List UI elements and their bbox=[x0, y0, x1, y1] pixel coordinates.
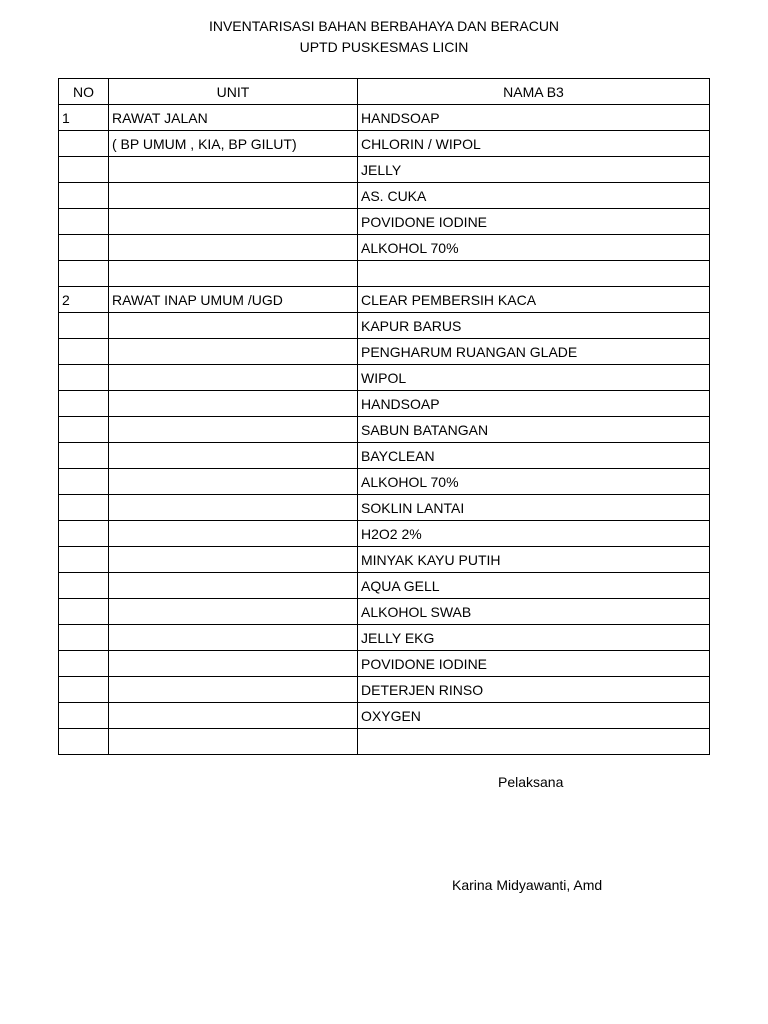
cell-unit: RAWAT INAP UMUM /UGD bbox=[109, 287, 358, 313]
cell-no bbox=[59, 729, 109, 755]
table-row bbox=[59, 417, 710, 443]
table-row bbox=[59, 703, 710, 729]
cell-unit bbox=[109, 157, 358, 183]
table-row bbox=[59, 625, 710, 651]
cell-nama-b3: PENGHARUM RUANGAN GLADE bbox=[358, 339, 710, 365]
cell-nama-b3: DETERJEN RINSO bbox=[358, 677, 710, 703]
cell-no bbox=[59, 469, 109, 495]
cell-no bbox=[59, 443, 109, 469]
cell-unit bbox=[109, 183, 358, 209]
signature-name: Karina Midyawanti, Amd bbox=[452, 877, 603, 893]
table-row bbox=[59, 209, 710, 235]
cell-nama-b3: WIPOL bbox=[358, 365, 710, 391]
cell-no: 2 bbox=[59, 287, 109, 313]
table-row bbox=[59, 365, 710, 391]
cell-unit bbox=[109, 235, 358, 261]
cell-nama-b3: HANDSOAP bbox=[358, 391, 710, 417]
cell-nama-b3: JELLY EKG bbox=[358, 625, 710, 651]
cell-unit bbox=[109, 547, 358, 573]
inventory-table bbox=[58, 78, 710, 755]
cell-unit bbox=[109, 651, 358, 677]
table-row bbox=[59, 183, 710, 209]
cell-unit bbox=[109, 521, 358, 547]
cell-unit bbox=[109, 365, 358, 391]
table-header-row bbox=[59, 79, 710, 105]
table-row bbox=[59, 495, 710, 521]
cell-no bbox=[59, 235, 109, 261]
cell-no bbox=[59, 339, 109, 365]
cell-no bbox=[59, 547, 109, 573]
cell-no bbox=[59, 677, 109, 703]
cell-no bbox=[59, 209, 109, 235]
cell-nama-b3: AQUA GELL bbox=[358, 573, 710, 599]
table-row bbox=[59, 469, 710, 495]
cell-nama-b3: H2O2 2% bbox=[358, 521, 710, 547]
column-header-unit: UNIT bbox=[109, 79, 358, 105]
table-row bbox=[59, 521, 710, 547]
cell-nama-b3: SOKLIN LANTAI bbox=[358, 495, 710, 521]
cell-nama-b3 bbox=[358, 261, 710, 287]
cell-no bbox=[59, 573, 109, 599]
table-row bbox=[59, 547, 710, 573]
cell-unit bbox=[109, 625, 358, 651]
table-row bbox=[59, 391, 710, 417]
cell-nama-b3: CLEAR PEMBERSIH KACA bbox=[358, 287, 710, 313]
cell-nama-b3: AS. CUKA bbox=[358, 183, 710, 209]
cell-no bbox=[59, 651, 109, 677]
cell-no bbox=[59, 599, 109, 625]
cell-no bbox=[59, 495, 109, 521]
cell-nama-b3: SABUN BATANGAN bbox=[358, 417, 710, 443]
cell-nama-b3: POVIDONE IODINE bbox=[358, 651, 710, 677]
table-row bbox=[59, 313, 710, 339]
cell-unit bbox=[109, 417, 358, 443]
table-row bbox=[59, 677, 710, 703]
cell-nama-b3: ALKOHOL 70% bbox=[358, 469, 710, 495]
table-body bbox=[59, 105, 710, 755]
cell-unit bbox=[109, 599, 358, 625]
cell-no: 1 bbox=[59, 105, 109, 131]
cell-no bbox=[59, 417, 109, 443]
cell-nama-b3: CHLORIN / WIPOL bbox=[358, 131, 710, 157]
cell-no bbox=[59, 183, 109, 209]
cell-nama-b3 bbox=[358, 729, 710, 755]
cell-no bbox=[59, 703, 109, 729]
cell-nama-b3: JELLY bbox=[358, 157, 710, 183]
cell-nama-b3: MINYAK KAYU PUTIH bbox=[358, 547, 710, 573]
cell-unit: RAWAT JALAN bbox=[109, 105, 358, 131]
document-title: INVENTARISASI BAHAN BERBAHAYA DAN BERACUN bbox=[208, 18, 560, 34]
table-row bbox=[59, 287, 710, 313]
table-row bbox=[59, 105, 710, 131]
table-row bbox=[59, 157, 710, 183]
cell-no bbox=[59, 625, 109, 651]
table-row bbox=[59, 443, 710, 469]
cell-unit bbox=[109, 313, 358, 339]
column-header-no: NO bbox=[59, 79, 109, 105]
cell-unit bbox=[109, 339, 358, 365]
table-row bbox=[59, 339, 710, 365]
cell-unit bbox=[109, 729, 358, 755]
cell-no bbox=[59, 131, 109, 157]
cell-nama-b3: BAYCLEAN bbox=[358, 443, 710, 469]
cell-unit bbox=[109, 443, 358, 469]
table-row bbox=[59, 235, 710, 261]
cell-no bbox=[59, 157, 109, 183]
cell-unit bbox=[109, 495, 358, 521]
table-row bbox=[59, 573, 710, 599]
cell-unit bbox=[109, 261, 358, 287]
table-row bbox=[59, 651, 710, 677]
cell-no bbox=[59, 521, 109, 547]
cell-nama-b3: POVIDONE IODINE bbox=[358, 209, 710, 235]
cell-nama-b3: ALKOHOL SWAB bbox=[358, 599, 710, 625]
cell-unit bbox=[109, 703, 358, 729]
cell-no bbox=[59, 313, 109, 339]
cell-no bbox=[59, 261, 109, 287]
cell-unit bbox=[109, 573, 358, 599]
cell-nama-b3: ALKOHOL 70% bbox=[358, 235, 710, 261]
cell-unit bbox=[109, 677, 358, 703]
table-row bbox=[59, 599, 710, 625]
table-row bbox=[59, 131, 710, 157]
cell-nama-b3: KAPUR BARUS bbox=[358, 313, 710, 339]
table-row bbox=[59, 261, 710, 287]
cell-unit bbox=[109, 391, 358, 417]
column-header-nama-b3: NAMA B3 bbox=[358, 79, 710, 105]
cell-no bbox=[59, 391, 109, 417]
cell-nama-b3: OXYGEN bbox=[358, 703, 710, 729]
cell-nama-b3: HANDSOAP bbox=[358, 105, 710, 131]
cell-no bbox=[59, 365, 109, 391]
document-subtitle: UPTD PUSKESMAS LICIN bbox=[299, 39, 469, 55]
table-row bbox=[59, 729, 710, 755]
cell-unit: ( BP UMUM , KIA, BP GILUT) bbox=[109, 131, 358, 157]
cell-unit bbox=[109, 469, 358, 495]
cell-unit bbox=[109, 209, 358, 235]
signature-role: Pelaksana bbox=[498, 774, 564, 790]
